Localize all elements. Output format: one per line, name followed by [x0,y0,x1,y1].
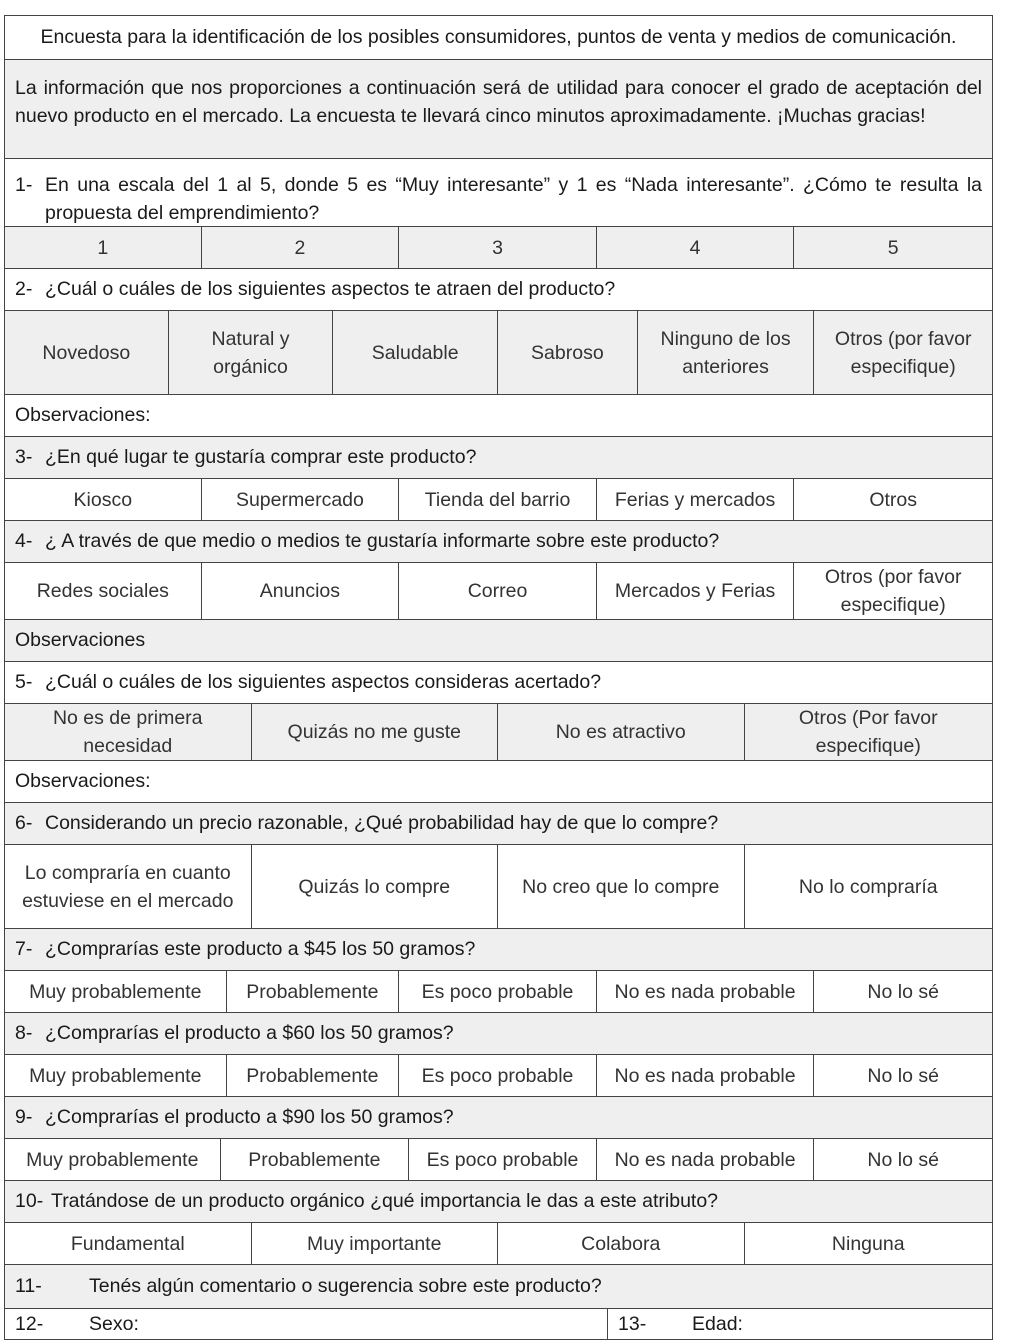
q9-options [4,1139,993,1181]
q10-row [4,1181,993,1223]
q7-option-prob[interactable]: Probablemente [227,971,400,1012]
q1-option-3[interactable]: 3 [399,227,597,268]
q6-option-no-compraria[interactable]: No lo compraría [798,875,938,898]
q2-number: 2- [15,278,33,300]
q6-options [4,845,993,929]
q7-option-nada-prob[interactable]: No es nada probable [597,971,815,1012]
q8-option-nada-prob[interactable]: No es nada probable [597,1055,815,1096]
q9-option-nada-prob[interactable]: No es nada probable [597,1139,815,1180]
q2-option-ninguno[interactable]: Ninguno de los anteriores [638,311,815,394]
q9-option-prob[interactable]: Probablemente [221,1139,410,1180]
q6-option-no-creo[interactable]: No creo que lo compre [498,845,745,928]
q4-option-redes[interactable]: Redes sociales [5,563,202,619]
q10-option-ninguna[interactable]: Ninguna [831,1232,905,1255]
q13-edad-field[interactable] [608,1309,991,1339]
q13-number: 13- [618,1312,647,1335]
q1-option-2[interactable]: 2 [202,227,400,268]
q2-option-natural[interactable]: Natural y orgánico [169,311,334,394]
q7-number: 7- [15,938,33,960]
q12-text: Sexo: [89,1312,139,1335]
q4-number: 4- [15,530,33,552]
q4-observaciones-label: Observaciones [15,629,146,651]
q9-text: ¿Comprarías el producto a $90 los 50 gramos? [45,1106,454,1128]
q7-text: ¿Comprarías este producto a $45 los 50 gramos? [45,938,476,960]
q8-option-poco-prob[interactable]: Es poco probable [399,1055,597,1096]
q10-option-muy-importante[interactable]: Muy importante [252,1223,499,1264]
q11-row[interactable] [4,1265,993,1309]
q9-number: 9- [15,1106,33,1128]
q4-options [4,563,993,620]
q6-text: Considerando un precio razonable, ¿Qué probabilidad hay de que lo compre? [45,812,719,834]
q7-option-no-se[interactable]: No lo sé [867,980,939,1003]
intro-text: La información que nos proporciones a continuación será de utilidad para conocer el grado de aceptación del nuevo producto en el mercado. La encuesta te llevará cinco minutos aproximadamente. ¡Muchas gracias! [15,77,982,127]
survey-title-row [4,15,993,60]
q9-option-muy-prob[interactable]: Muy probablemente [5,1139,221,1180]
q3-option-otros[interactable]: Otros [869,488,918,511]
q5-text: ¿Cuál o cuáles de los siguientes aspectos consideras acertado? [45,671,602,693]
q9-row [4,1097,993,1139]
q5-row [4,662,993,704]
q5-observaciones-row[interactable] [4,761,993,803]
q4-option-otros[interactable]: Otros (por favor especifique) [824,566,962,616]
q2-observaciones-label: Observaciones: [15,404,151,426]
q10-option-colabora[interactable]: Colabora [498,1223,745,1264]
q2-text: ¿Cuál o cuáles de los siguientes aspectos te atraen del producto? [45,278,616,300]
q11-text: Tenés algún comentario o sugerencia sobre este producto? [89,1275,602,1297]
q2-option-otros[interactable]: Otros (por favor especifique) [834,327,972,378]
q6-option-quizas[interactable]: Quizás lo compre [252,845,499,928]
q13-text: Edad: [692,1312,743,1335]
q3-option-supermercado[interactable]: Supermercado [202,479,400,520]
q12-number: 12- [15,1312,44,1335]
q2-option-saludable[interactable]: Saludable [333,311,498,394]
q5-observaciones-label: Observaciones: [15,770,151,792]
q3-number: 3- [15,446,33,468]
q4-option-correo[interactable]: Correo [399,563,597,619]
q1-option-1[interactable]: 1 [5,227,202,268]
q12-sexo-field[interactable] [5,1309,608,1339]
q2-option-novedoso[interactable]: Novedoso [5,311,169,394]
q1-number: 1- [15,174,33,196]
q6-row [4,803,993,845]
q3-text: ¿En qué lugar te gustaría comprar este producto? [45,446,477,468]
q5-option-necesidad[interactable]: No es de primera necesidad [5,704,252,760]
q1-option-5[interactable]: 5 [887,236,899,259]
survey-title: Encuesta para la identificación de los posibles consumidores, puntos de venta y medios de comunicación. [40,26,957,48]
q5-option-otros[interactable]: Otros (Por favor especifique) [798,707,938,757]
q2-options [4,311,993,395]
q8-row [4,1013,993,1055]
q6-option-compraria[interactable]: Lo compraría en cuanto estuviese en el mercado [5,845,252,928]
q5-option-no-atractivo[interactable]: No es atractivo [498,704,745,760]
q9-option-no-se[interactable]: No lo sé [867,1148,939,1171]
q1-option-4[interactable]: 4 [597,227,795,268]
q7-option-muy-prob[interactable]: Muy probablemente [5,971,227,1012]
q6-number: 6- [15,812,33,834]
q4-option-anuncios[interactable]: Anuncios [202,563,400,619]
q8-number: 8- [15,1022,33,1044]
q7-option-poco-prob[interactable]: Es poco probable [399,971,597,1012]
q10-text: Tratándose de un producto orgánico ¿qué importancia le das a este atributo? [51,1190,719,1212]
q8-option-muy-prob[interactable]: Muy probablemente [5,1055,227,1096]
q1-options [4,227,993,269]
q5-options [4,704,993,761]
q4-row [4,521,993,563]
q12-q13-row [4,1309,993,1340]
q2-row [4,269,993,311]
q8-option-no-se[interactable]: No lo sé [867,1064,939,1087]
intro-row [4,60,993,159]
q3-option-tienda[interactable]: Tienda del barrio [399,479,597,520]
q8-text: ¿Comprarías el producto a $60 los 50 gramos? [45,1022,454,1044]
q1-text: En una escala del 1 al 5, donde 5 es “Muy interesante” y 1 es “Nada interesante”. ¿Cómo te resulta la propuesta del emprendimiento? [45,174,982,224]
q10-option-fundamental[interactable]: Fundamental [5,1223,252,1264]
q9-option-poco-prob[interactable]: Es poco probable [409,1139,597,1180]
q5-number: 5- [15,671,33,693]
q10-number: 10- [15,1190,44,1212]
q7-row [4,929,993,971]
q11-number: 11- [15,1275,42,1297]
q3-row [4,437,993,479]
q4-text: ¿ A través de que medio o medios te gustaría informarte sobre este producto? [45,530,720,552]
q3-option-kiosco[interactable]: Kiosco [5,479,202,520]
q5-option-no-guste[interactable]: Quizás no me guste [252,704,499,760]
q8-option-prob[interactable]: Probablemente [227,1055,400,1096]
q3-option-ferias[interactable]: Ferias y mercados [597,479,795,520]
q2-option-sabroso[interactable]: Sabroso [498,311,638,394]
q1-row [4,159,993,227]
q2-observaciones-row[interactable] [4,395,993,437]
q10-options [4,1223,993,1265]
q4-option-mercados[interactable]: Mercados y Ferias [597,563,795,619]
q8-options [4,1055,993,1097]
q3-options [4,479,993,521]
q4-observaciones-row[interactable] [4,620,993,662]
q7-options [4,971,993,1013]
